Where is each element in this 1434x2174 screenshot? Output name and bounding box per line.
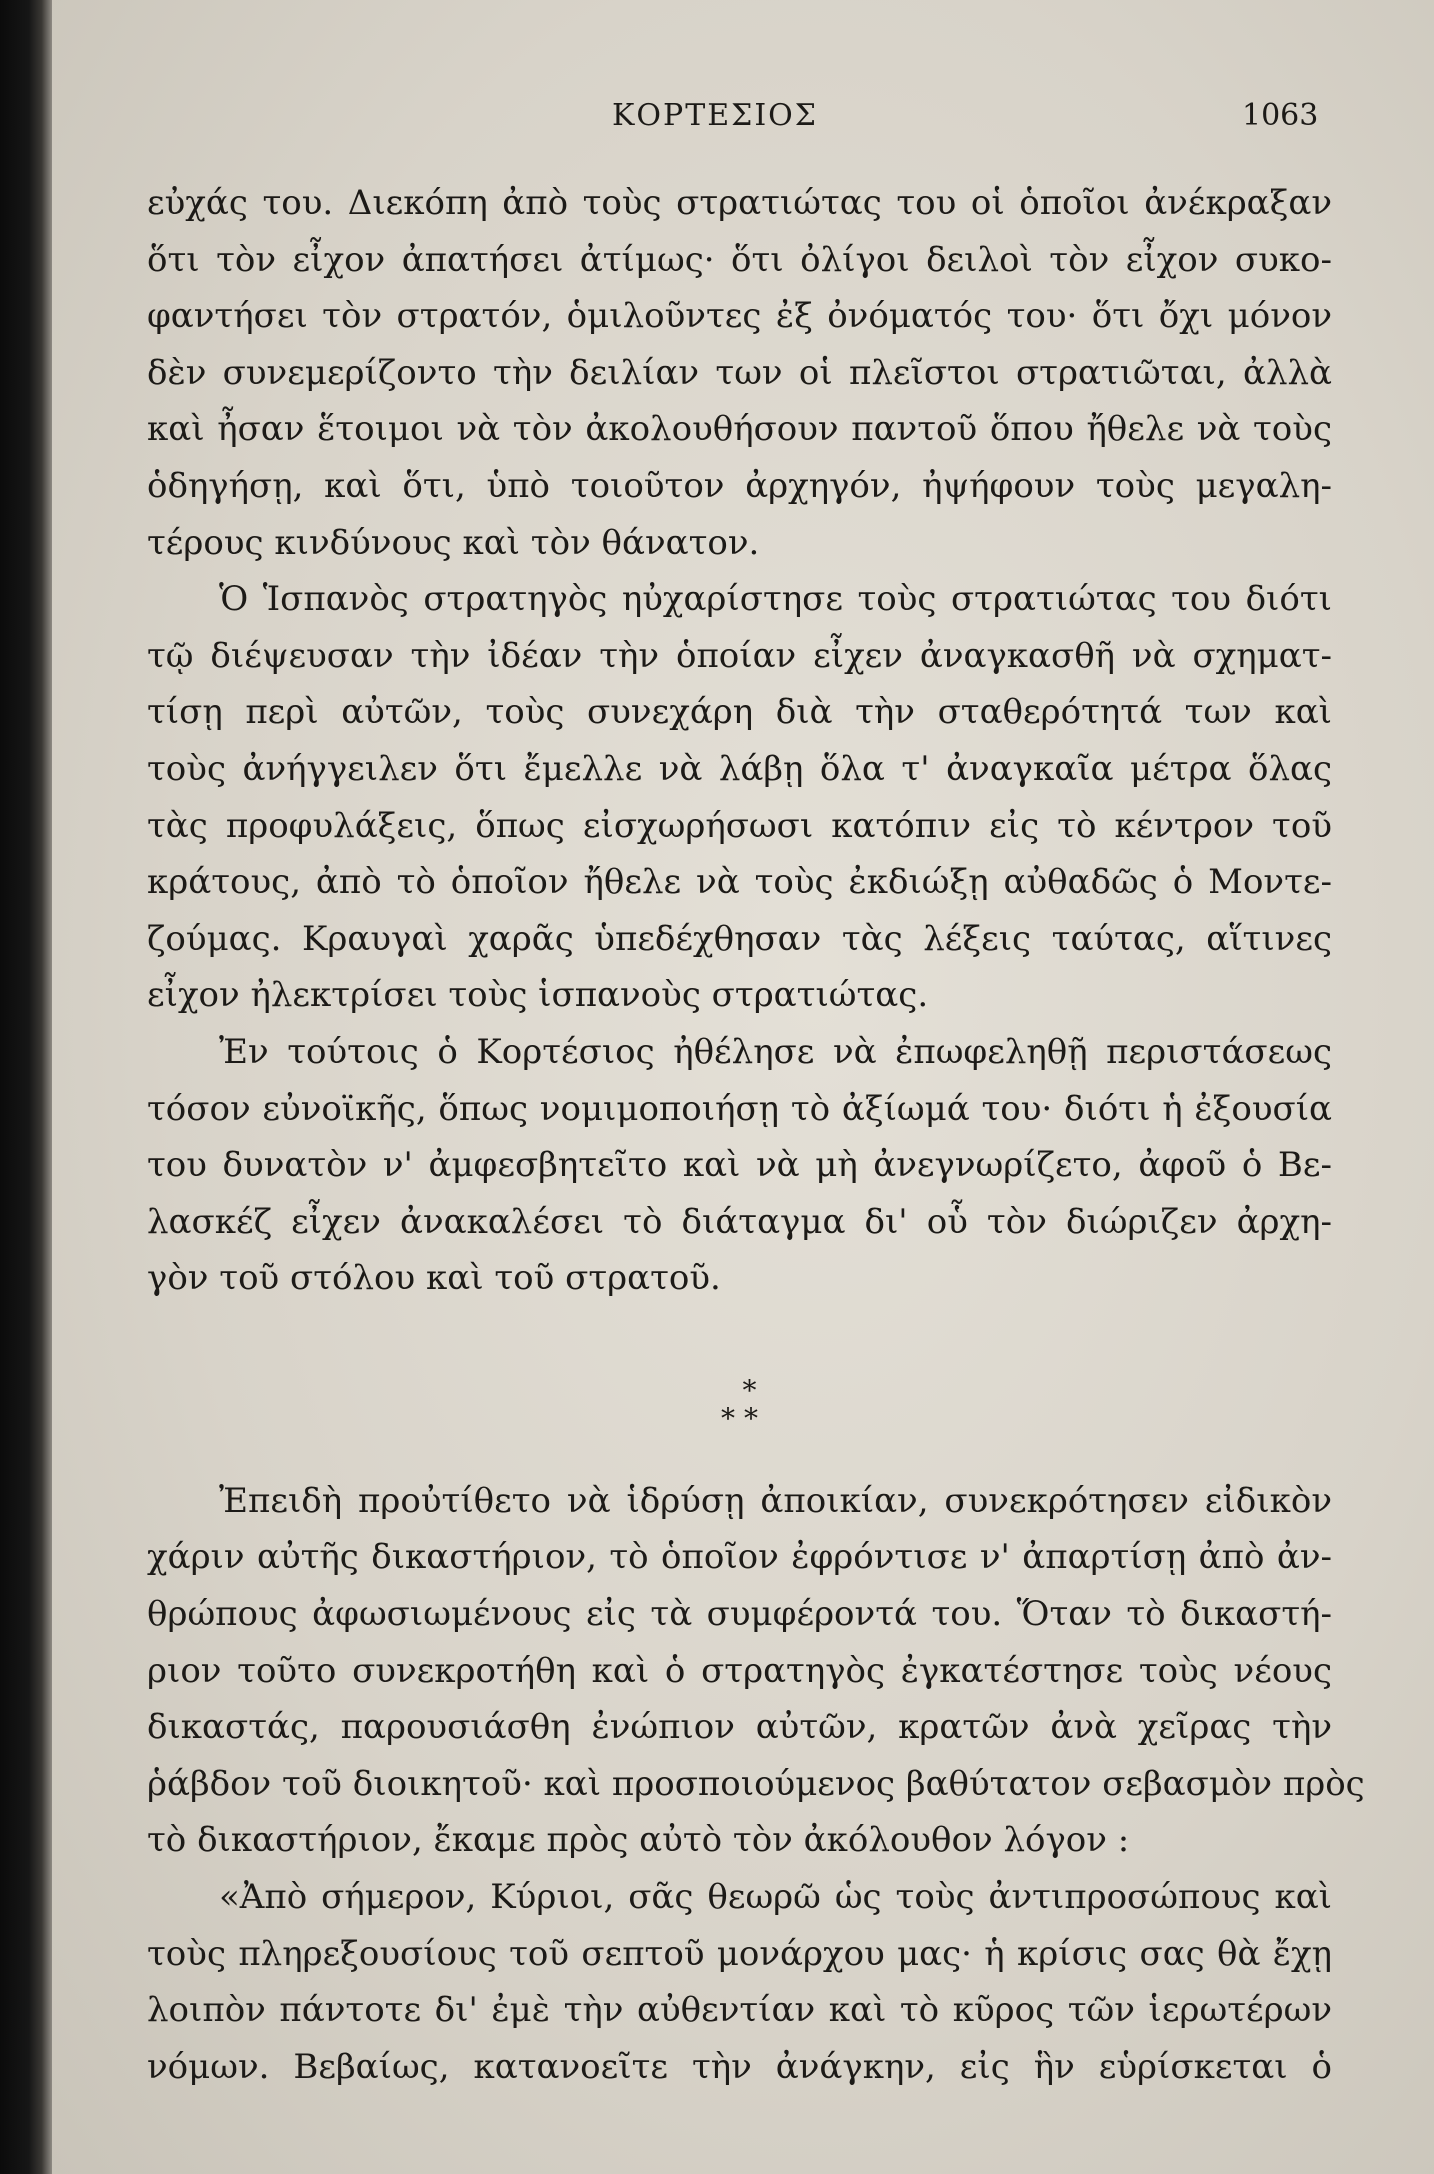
text-line: τὸ δικαστήριον, ἔκαμε πρὸς αὐτὸ τὸν ἀκόλουθον λόγον : [147,1820,1130,1861]
book-page [52,0,1434,2174]
text-line: του δυνατὸν ν' ἀμφεσβητεῖτο καὶ νὰ μὴ ἀνεγνωρίζετο, ἀφοῦ ὁ Βε- [147,1145,1332,1186]
page-number: 1063 [1242,98,1319,133]
text-line: φαντήσει τὸν στρατόν, ὁμιλοῦντες ἐξ ὀνόματός του· ὅτι ὄχι μόνον [147,296,1332,337]
text-line: ὅτι τὸν εἶχον ἀπατήσει ἀτίμως· ὅτι ὀλίγοι δειλοὶ τὸν εἶχον συκο- [147,239,1332,280]
text-line: Ἐπειδὴ προὐτίθετο νὰ ἱδρύσῃ ἀποικίαν, συνεκρότησεν εἰδικὸν [219,1480,1332,1521]
text-line: νόμων. Βεβαίως, κατανοεῖτε τὴν ἀνάγκην, εἰς ἣν εὑρίσκεται ὁ [147,2046,1332,2087]
text-line: ὁδηγήσῃ, καὶ ὅτι, ὑπὸ τοιοῦτον ἀρχηγόν, ἠψήφουν τοὺς μεγαλη- [147,465,1332,506]
text-line: τοὺς ἀνήγγειλεν ὅτι ἔμελλε νὰ λάβῃ ὅλα τ' ἀναγκαῖα μέτρα ὅλας [147,748,1332,789]
paragraph [147,1869,1332,2095]
text-line: εὐχάς του. Διεκόπη ἀπὸ τοὺς στρατιώτας του οἱ ὁποῖοι ἀνέκραξαν [147,183,1332,223]
text-line: Ἐν τούτοις ὁ Κορτέσιος ἠθέλησε νὰ ἐπωφεληθῇ περιστάσεως [219,1031,1332,1072]
asterism-top: * [742,1373,757,1407]
text-line: χάριν αὐτῆς δικαστήριον, τὸ ὁποῖον ἐφρόντισε ν' ἀπαρτίσῃ ἀπὸ ἀν- [147,1537,1332,1578]
running-head-title: ΚΟΡΤΕΣΙΟΣ [612,98,818,133]
running-head [52,98,1434,148]
text-line: γὸν τοῦ στόλου καὶ τοῦ στρατοῦ. [147,1258,721,1299]
text-line: κράτους, ἀπὸ τὸ ὁποῖον ἤθελε νὰ τοὺς ἐκδιώξῃ αὐθαδῶς ὁ Μοντε- [147,862,1332,903]
asterism-separator [147,1373,1332,1435]
text-line: θρώπους ἀφωσιωμένους εἰς τὰ συμφέροντά του. Ὅταν τὸ δικαστή- [147,1594,1332,1635]
text-line: λοιπὸν πάντοτε δι' ἐμὲ τὴν αὐθεντίαν καὶ τὸ κῦρος τῶν ἱερωτέρων [147,1990,1332,2031]
text-line: δικαστάς, παρουσιάσθη ἐνώπιον αὐτῶν, κρατῶν ἀνὰ χεῖρας τὴν [147,1707,1332,1748]
text-line: καὶ ἦσαν ἕτοιμοι νὰ τὸν ἀκολουθήσουν παντοῦ ὅπου ἤθελε νὰ τοὺς [147,409,1332,450]
paragraph [147,571,1332,1024]
text-line: δὲν συνεμερίζοντο τὴν δειλίαν των οἱ πλεῖστοι στρατιῶται, ἀλλὰ [147,352,1332,393]
text-line: ῥάβδον τοῦ διοικητοῦ· καὶ προσποιούμενος βαθύτατον σεβασμὸν πρὸς [147,1763,1365,1804]
text-line: τίσῃ περὶ αὐτῶν, τοὺς συνεχάρη διὰ τὴν σταθερότητά των καὶ [147,692,1332,733]
paragraph [147,1473,1365,1869]
text-line: λασκέζ εἶχεν ἀνακαλέσει τὸ διάταγμα δι' οὗ τὸν διώριζεν ἀρχη- [147,1201,1332,1242]
text-line: ζούμας. Κραυγαὶ χαρᾶς ὑπεδέχθησαν τὰς λέξεις ταύτας, αἵτινες [147,918,1332,959]
text-line: τόσον εὐνοϊκῆς, ὅπως νομιμοποιήσῃ τὸ ἀξίωμά του· διότι ἡ ἐξουσία [147,1088,1332,1129]
text-line: «Ἀπὸ σήμερον, Κύριοι, σᾶς θεωρῶ ὡς τοὺς ἀντιπροσώπους καὶ [219,1877,1332,1918]
text-line: τῷ διέψευσαν τὴν ἰδέαν τὴν ὁποίαν εἶχεν ἀναγκασθῆ νὰ σχηματ- [147,635,1332,676]
text-line: τέρους κινδύνους καὶ τὸν θάνατον. [147,522,760,563]
text-line: ριον τοῦτο συνεκροτήθη καὶ ὁ στρατηγὸς ἐγκατέστησε τοὺς νέους [147,1650,1332,1691]
asterism-bottom: * * [721,1401,758,1435]
text-line: τὰς προφυλάξεις, ὅπως εἰσχωρήσωσι κατόπιν εἰς τὸ κέντρον τοῦ [147,805,1332,846]
paragraph [147,1024,1332,1307]
page-body [147,175,1365,2095]
paragraph [147,175,1332,571]
book-spine-shadow [0,0,52,2174]
text-line: τοὺς πληρεξουσίους τοῦ σεπτοῦ μονάρχου μας· ἡ κρίσις σας θὰ ἔχῃ [147,1933,1332,1974]
text-line: εἶχον ἠλεκτρίσει τοὺς ἱσπανοὺς στρατιώτας. [147,975,929,1016]
text-line: Ὁ Ἱσπανὸς στρατηγὸς ηὐχαρίστησε τοὺς στρατιώτας του διότι [219,579,1332,620]
